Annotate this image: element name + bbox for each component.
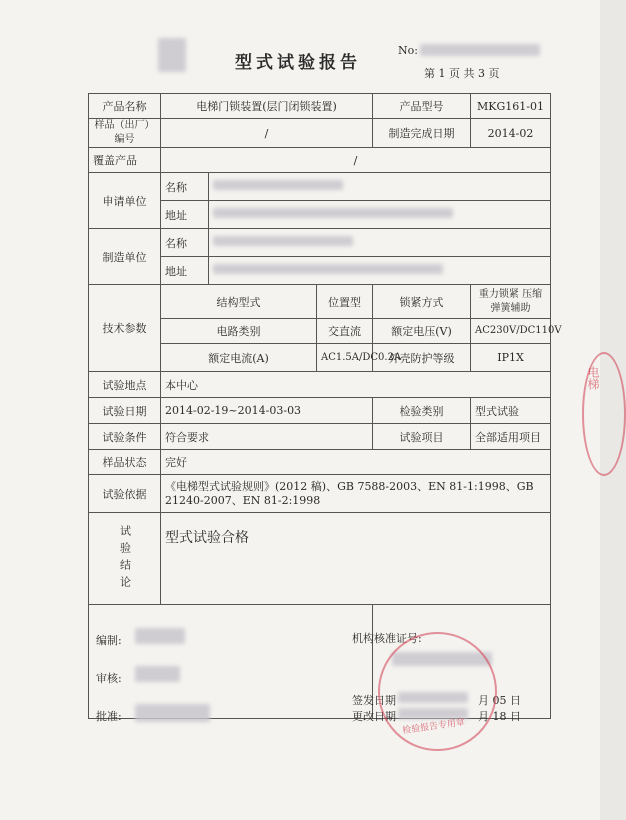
product-model: MKG161-01 xyxy=(471,94,551,119)
sample-status: 完好 xyxy=(161,450,551,475)
redacted-logo xyxy=(158,38,186,72)
change-date-tail: 月 18 日 xyxy=(478,710,521,723)
lock-method-label: 锁紧方式 xyxy=(373,285,471,319)
sample-no: / xyxy=(161,119,373,148)
signature-left xyxy=(89,605,373,719)
applicant-address-label: 地址 xyxy=(161,201,209,229)
test-basis: 《电梯型式试验规则》(2012 稿)、GB 7588-2003、EN 81-1:1998、GB 21240-2007、EN 81-2:1998 xyxy=(161,475,551,513)
conclusion-label-cell xyxy=(89,513,161,605)
conclusion-label: 试验结论 xyxy=(118,524,132,593)
rated-voltage-value: AC230V/DC110V xyxy=(471,319,551,344)
applicant-name xyxy=(209,173,551,201)
test-location: 本中心 xyxy=(161,372,551,398)
test-date-label: 试验日期 xyxy=(89,398,161,424)
issue-date-label: 签发日期 xyxy=(352,694,396,707)
tech-params-label: 技术参数 xyxy=(89,285,161,372)
redacted-applicant-address xyxy=(213,208,453,218)
report-title: 型式试验报告 xyxy=(235,53,361,73)
enclosure-label: 外壳防护等级 xyxy=(373,344,471,372)
compiled-by-label: 编制: xyxy=(96,634,122,647)
approval-no-label: 机构核准证号: xyxy=(352,632,422,645)
structure-label: 结构型式 xyxy=(161,285,317,319)
product-name: 电梯门锁装置(层门闭锁装置) xyxy=(161,94,373,119)
page-info: 第 1 页 共 3 页 xyxy=(424,67,500,80)
test-conditions-label: 试验条件 xyxy=(89,424,161,450)
applicant-address xyxy=(209,201,551,229)
sample-status-label: 样品状态 xyxy=(89,450,161,475)
coverage-label: 覆盖产品 xyxy=(89,148,161,173)
redacted-compiled-by xyxy=(135,628,185,644)
redacted-manufacturer-address xyxy=(213,264,443,274)
manufacture-date: 2014-02 xyxy=(471,119,551,148)
circuit-type-value: 交直流 xyxy=(317,319,373,344)
test-items-label: 试验项目 xyxy=(373,424,471,450)
manufacture-date-label: 制造完成日期 xyxy=(373,119,471,148)
rated-voltage-label: 额定电压(V) xyxy=(373,319,471,344)
test-date: 2014-02-19~2014-03-03 xyxy=(161,398,373,424)
rated-current-value: AC1.5A/DC0.2A xyxy=(317,344,373,372)
report-table xyxy=(88,93,562,719)
test-basis-label: 试验依据 xyxy=(89,475,161,513)
inspection-type-label: 检验类别 xyxy=(373,398,471,424)
manufacturer-label: 制造单位 xyxy=(89,229,161,285)
product-name-label: 产品名称 xyxy=(89,94,161,119)
test-location-label: 试验地点 xyxy=(89,372,161,398)
structure-value: 位置型 xyxy=(317,285,373,319)
manufacturer-address xyxy=(209,257,551,285)
applicant-label: 申请单位 xyxy=(89,173,161,229)
report-number-label: No: xyxy=(398,44,418,57)
redacted-approved-by xyxy=(135,704,210,722)
test-items: 全部适用项目 xyxy=(471,424,551,450)
enclosure-value: IP1X xyxy=(471,344,551,372)
approved-by-label: 批准: xyxy=(96,710,122,723)
redacted-manufacturer-name xyxy=(213,236,353,246)
product-model-label: 产品型号 xyxy=(373,94,471,119)
manufacturer-address-label: 地址 xyxy=(161,257,209,285)
lock-method-value: 重力锁紧 压缩弹簧辅助 xyxy=(471,285,551,319)
rated-current-label: 额定电流(A) xyxy=(161,344,317,372)
sample-no-label: 样品（出厂）编号 xyxy=(89,119,161,148)
manufacturer-name-label: 名称 xyxy=(161,229,209,257)
redacted-reviewed-by xyxy=(135,666,180,682)
reviewed-by-label: 审核: xyxy=(96,672,122,685)
side-seal-text: 电梯 xyxy=(586,366,600,390)
manufacturer-name xyxy=(209,229,551,257)
official-seal xyxy=(378,632,497,751)
redacted-report-number xyxy=(420,44,540,56)
circuit-type-label: 电路类别 xyxy=(161,319,317,344)
redacted-applicant-name xyxy=(213,180,343,190)
issue-date-tail: 月 05 日 xyxy=(478,694,521,707)
test-conditions: 符合要求 xyxy=(161,424,373,450)
conclusion: 型式试验合格 xyxy=(161,513,551,605)
change-date-label: 更改日期 xyxy=(352,710,396,723)
inspection-type: 型式试验 xyxy=(471,398,551,424)
coverage: / xyxy=(161,148,551,173)
official-seal-text: 检验报告专用章 xyxy=(401,717,466,737)
applicant-name-label: 名称 xyxy=(161,173,209,201)
